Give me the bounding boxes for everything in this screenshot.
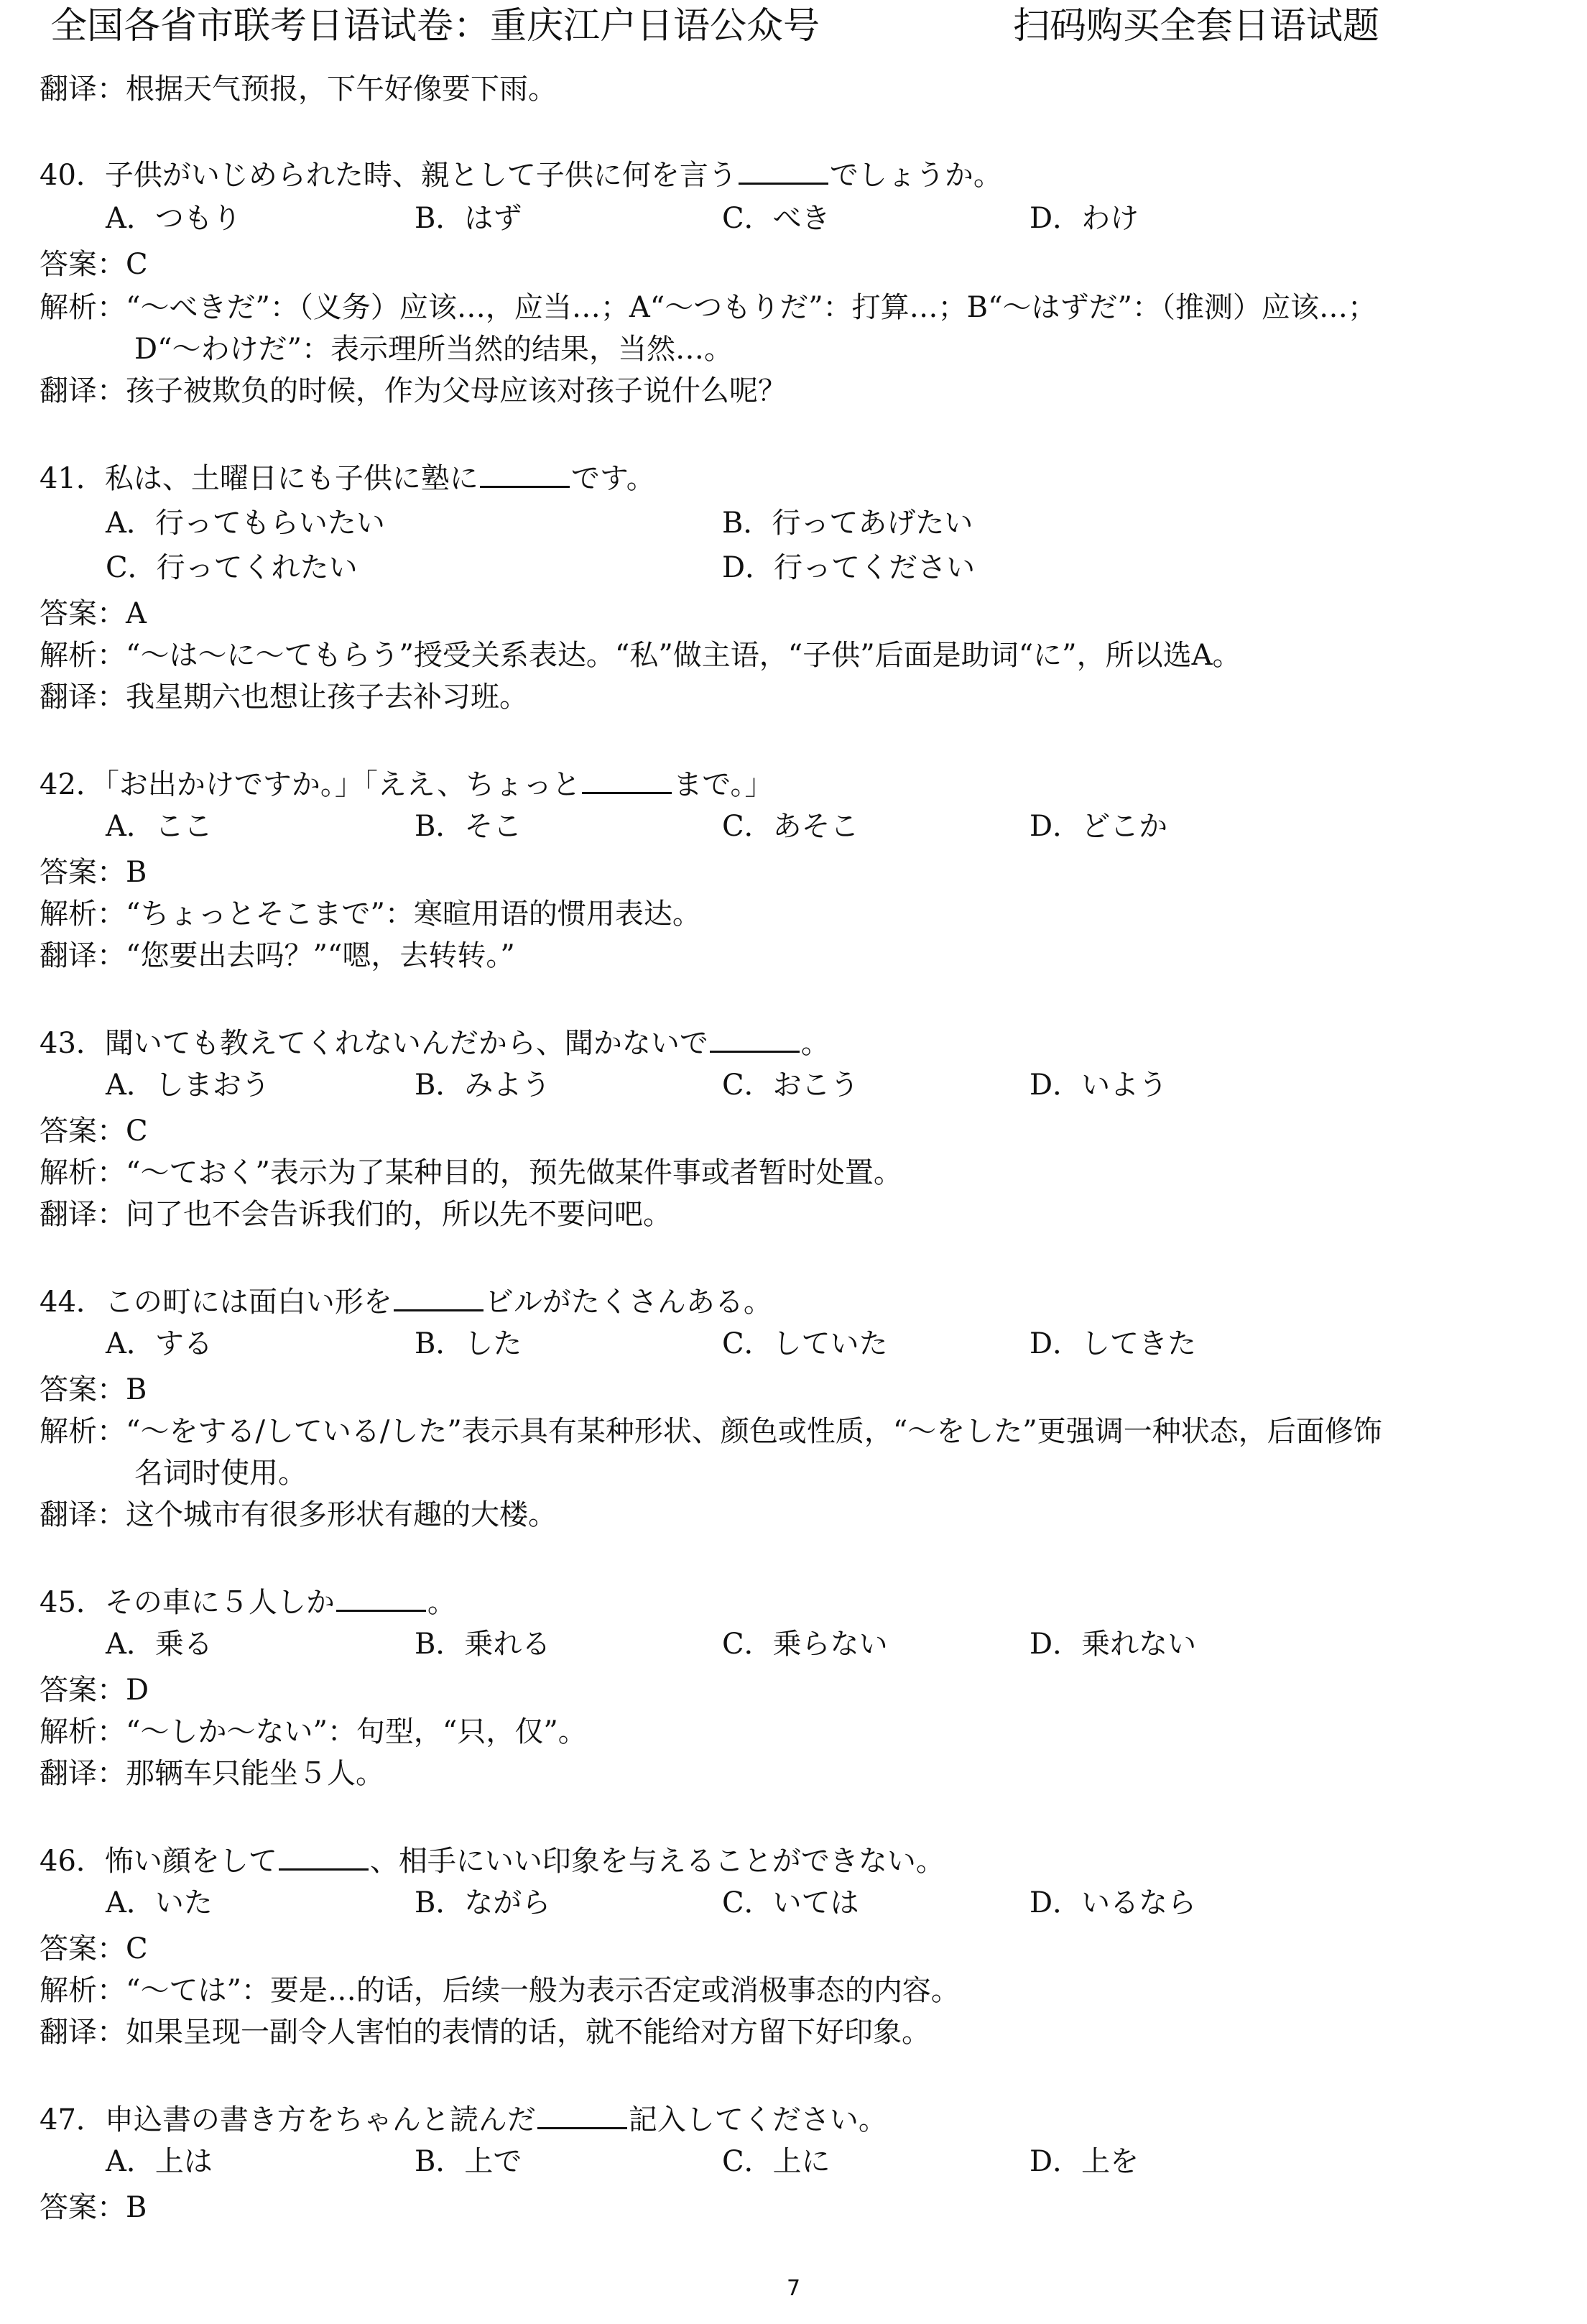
answer-line: 答案：D xyxy=(40,1674,149,1707)
option-b: B．はず xyxy=(415,202,522,235)
question-47: 47．申込書の書き方をちゃんと読んだ 記入してください。 xyxy=(40,2095,887,2141)
option-d: D．行ってください xyxy=(722,551,976,584)
option-b: B．乗れる xyxy=(415,1628,551,1661)
translation-line: 翻译：如果呈现一副令人害怕的表情的话，就不能给对方留下好印象。 xyxy=(40,2016,930,2049)
answer-blank xyxy=(336,1578,426,1612)
question-43: 43．聞いても教えてくれないんだから、聞かないで 。 xyxy=(40,1019,830,1065)
option-b: B．みよう xyxy=(415,1069,551,1102)
translation-line: 翻译：这个城市有很多形状有趣的大楼。 xyxy=(40,1498,557,1531)
answer-line: 答案：B xyxy=(40,856,147,889)
option-a: A．しまおう xyxy=(106,1069,270,1102)
answer-line: 答案：C xyxy=(40,1115,148,1148)
option-c: C．行ってくれたい xyxy=(106,551,358,584)
option-d: D．どこか xyxy=(1030,810,1168,843)
answer-line: 答案：A xyxy=(40,597,147,630)
answer-blank xyxy=(582,760,672,794)
answer-line: 答案：C xyxy=(40,1932,148,1965)
option-c: C．あそこ xyxy=(722,810,859,843)
translation-line: 翻译：问了也不会告诉我们的，所以先不要问吧。 xyxy=(40,1198,672,1231)
explanation-line: 解析：“ちょっとそこまで”：寒暄用语的惯用表达。 xyxy=(40,898,701,931)
answer-line: 答案：B xyxy=(40,1373,147,1406)
explanation-line: 解析：“～しか～ない”：句型，“只，仅”。 xyxy=(40,1715,587,1748)
option-a: A．ここ xyxy=(106,810,213,843)
answer-blank xyxy=(279,1837,369,1871)
question-40: 40．子供がいじめられた時、親として子供に何を言う でしょうか。 xyxy=(40,151,1002,197)
option-d: D．いるなら xyxy=(1030,1886,1197,1919)
translation-line: 翻译：孩子被欺负的时候，作为父母应该对孩子说什么呢？ xyxy=(40,374,787,407)
option-a: A．いた xyxy=(106,1886,213,1919)
option-c: C．べき xyxy=(722,202,830,235)
question-45: 45．その車に５人しか 。 xyxy=(40,1578,456,1624)
explanation-line: 解析：“～べきだ”：（义务）应该…，应当…；A“～つもりだ”：打算…；B“～はずだ”：（推测）应该…； xyxy=(40,291,1377,324)
option-c: C．いては xyxy=(722,1886,859,1919)
explanation-line: 名词时使用。 xyxy=(134,1457,307,1490)
option-a: A．つもり xyxy=(106,202,241,235)
translation-line: 翻译：我星期六也想让孩子去补习班。 xyxy=(40,681,528,714)
answer-line: 答案：B xyxy=(40,2191,147,2224)
option-b: B．行ってあげたい xyxy=(722,507,973,540)
translation-line: 翻译：那辆车只能坐５人。 xyxy=(40,1757,384,1790)
translation-line: 翻译：“您要出去吗？”“嗯，去转转。” xyxy=(40,939,515,972)
page-header xyxy=(50,1,1380,52)
option-a: A．行ってもらいたい xyxy=(106,507,385,540)
answer-blank xyxy=(710,1019,800,1053)
option-d: D．いよう xyxy=(1030,1069,1168,1102)
option-b: B．ながら xyxy=(415,1886,551,1919)
question-44: 44．この町には面白い形を ビルがたくさんある。 xyxy=(40,1278,772,1324)
option-a: A．上は xyxy=(106,2145,213,2178)
option-b: B．上で xyxy=(415,2145,522,2178)
explanation-line: D“～わけだ”：表示理所当然的结果，当然…。 xyxy=(134,333,733,366)
answer-blank xyxy=(537,2095,627,2129)
page-number: 7 xyxy=(786,2276,801,2301)
header-left-text: 全国各省市联考日语试卷：重庆江户日语公众号 xyxy=(50,5,820,47)
explanation-line: 解析：“～をする/している/した”表示具有某种形状、颜色或性质，“～をした”更强调一种状态，后面修饰 xyxy=(40,1415,1382,1448)
option-d: D．上を xyxy=(1030,2145,1139,2178)
translation-line: 翻译：根据天气预报，下午好像要下雨。 xyxy=(40,73,557,106)
answer-line: 答案：C xyxy=(40,248,148,281)
option-d: D．してきた xyxy=(1030,1327,1197,1360)
answer-blank xyxy=(739,151,828,185)
question-42: 42．「お出かけですか。」「ええ、ちょっと まで。」 xyxy=(40,760,774,806)
question-46: 46．怖い顔をして 、相手にいい印象を与えることができない。 xyxy=(40,1837,945,1883)
explanation-line: 解析：“～ては”：要是…的话，后续一般为表示否定或消极事态的内容。 xyxy=(40,1974,960,2007)
option-a: A．する xyxy=(106,1327,213,1360)
answer-blank xyxy=(394,1278,483,1311)
header-right-text: 扫码购买全套日语试题 xyxy=(1013,5,1380,47)
answer-blank xyxy=(480,454,570,488)
option-b: B．そこ xyxy=(415,810,522,843)
option-c: C．おこう xyxy=(722,1069,859,1102)
option-c: C．乗らない xyxy=(722,1628,888,1661)
option-a: A．乗る xyxy=(106,1628,213,1661)
option-d: D．乗れない xyxy=(1030,1628,1197,1661)
question-41: 41．私は、土曜日にも子供に塾に です。 xyxy=(40,454,655,500)
explanation-line: 解析：“～は～に～てもらう”授受关系表达。“私”做主语，“子供”后面是助词“に”，所以选A。 xyxy=(40,639,1241,672)
option-c: C．していた xyxy=(722,1327,888,1360)
option-d: D．わけ xyxy=(1030,202,1139,235)
option-c: C．上に xyxy=(722,2145,830,2178)
option-b: B．した xyxy=(415,1327,522,1360)
explanation-line: 解析：“～ておく”表示为了某种目的，预先做某件事或者暂时处置。 xyxy=(40,1156,902,1189)
